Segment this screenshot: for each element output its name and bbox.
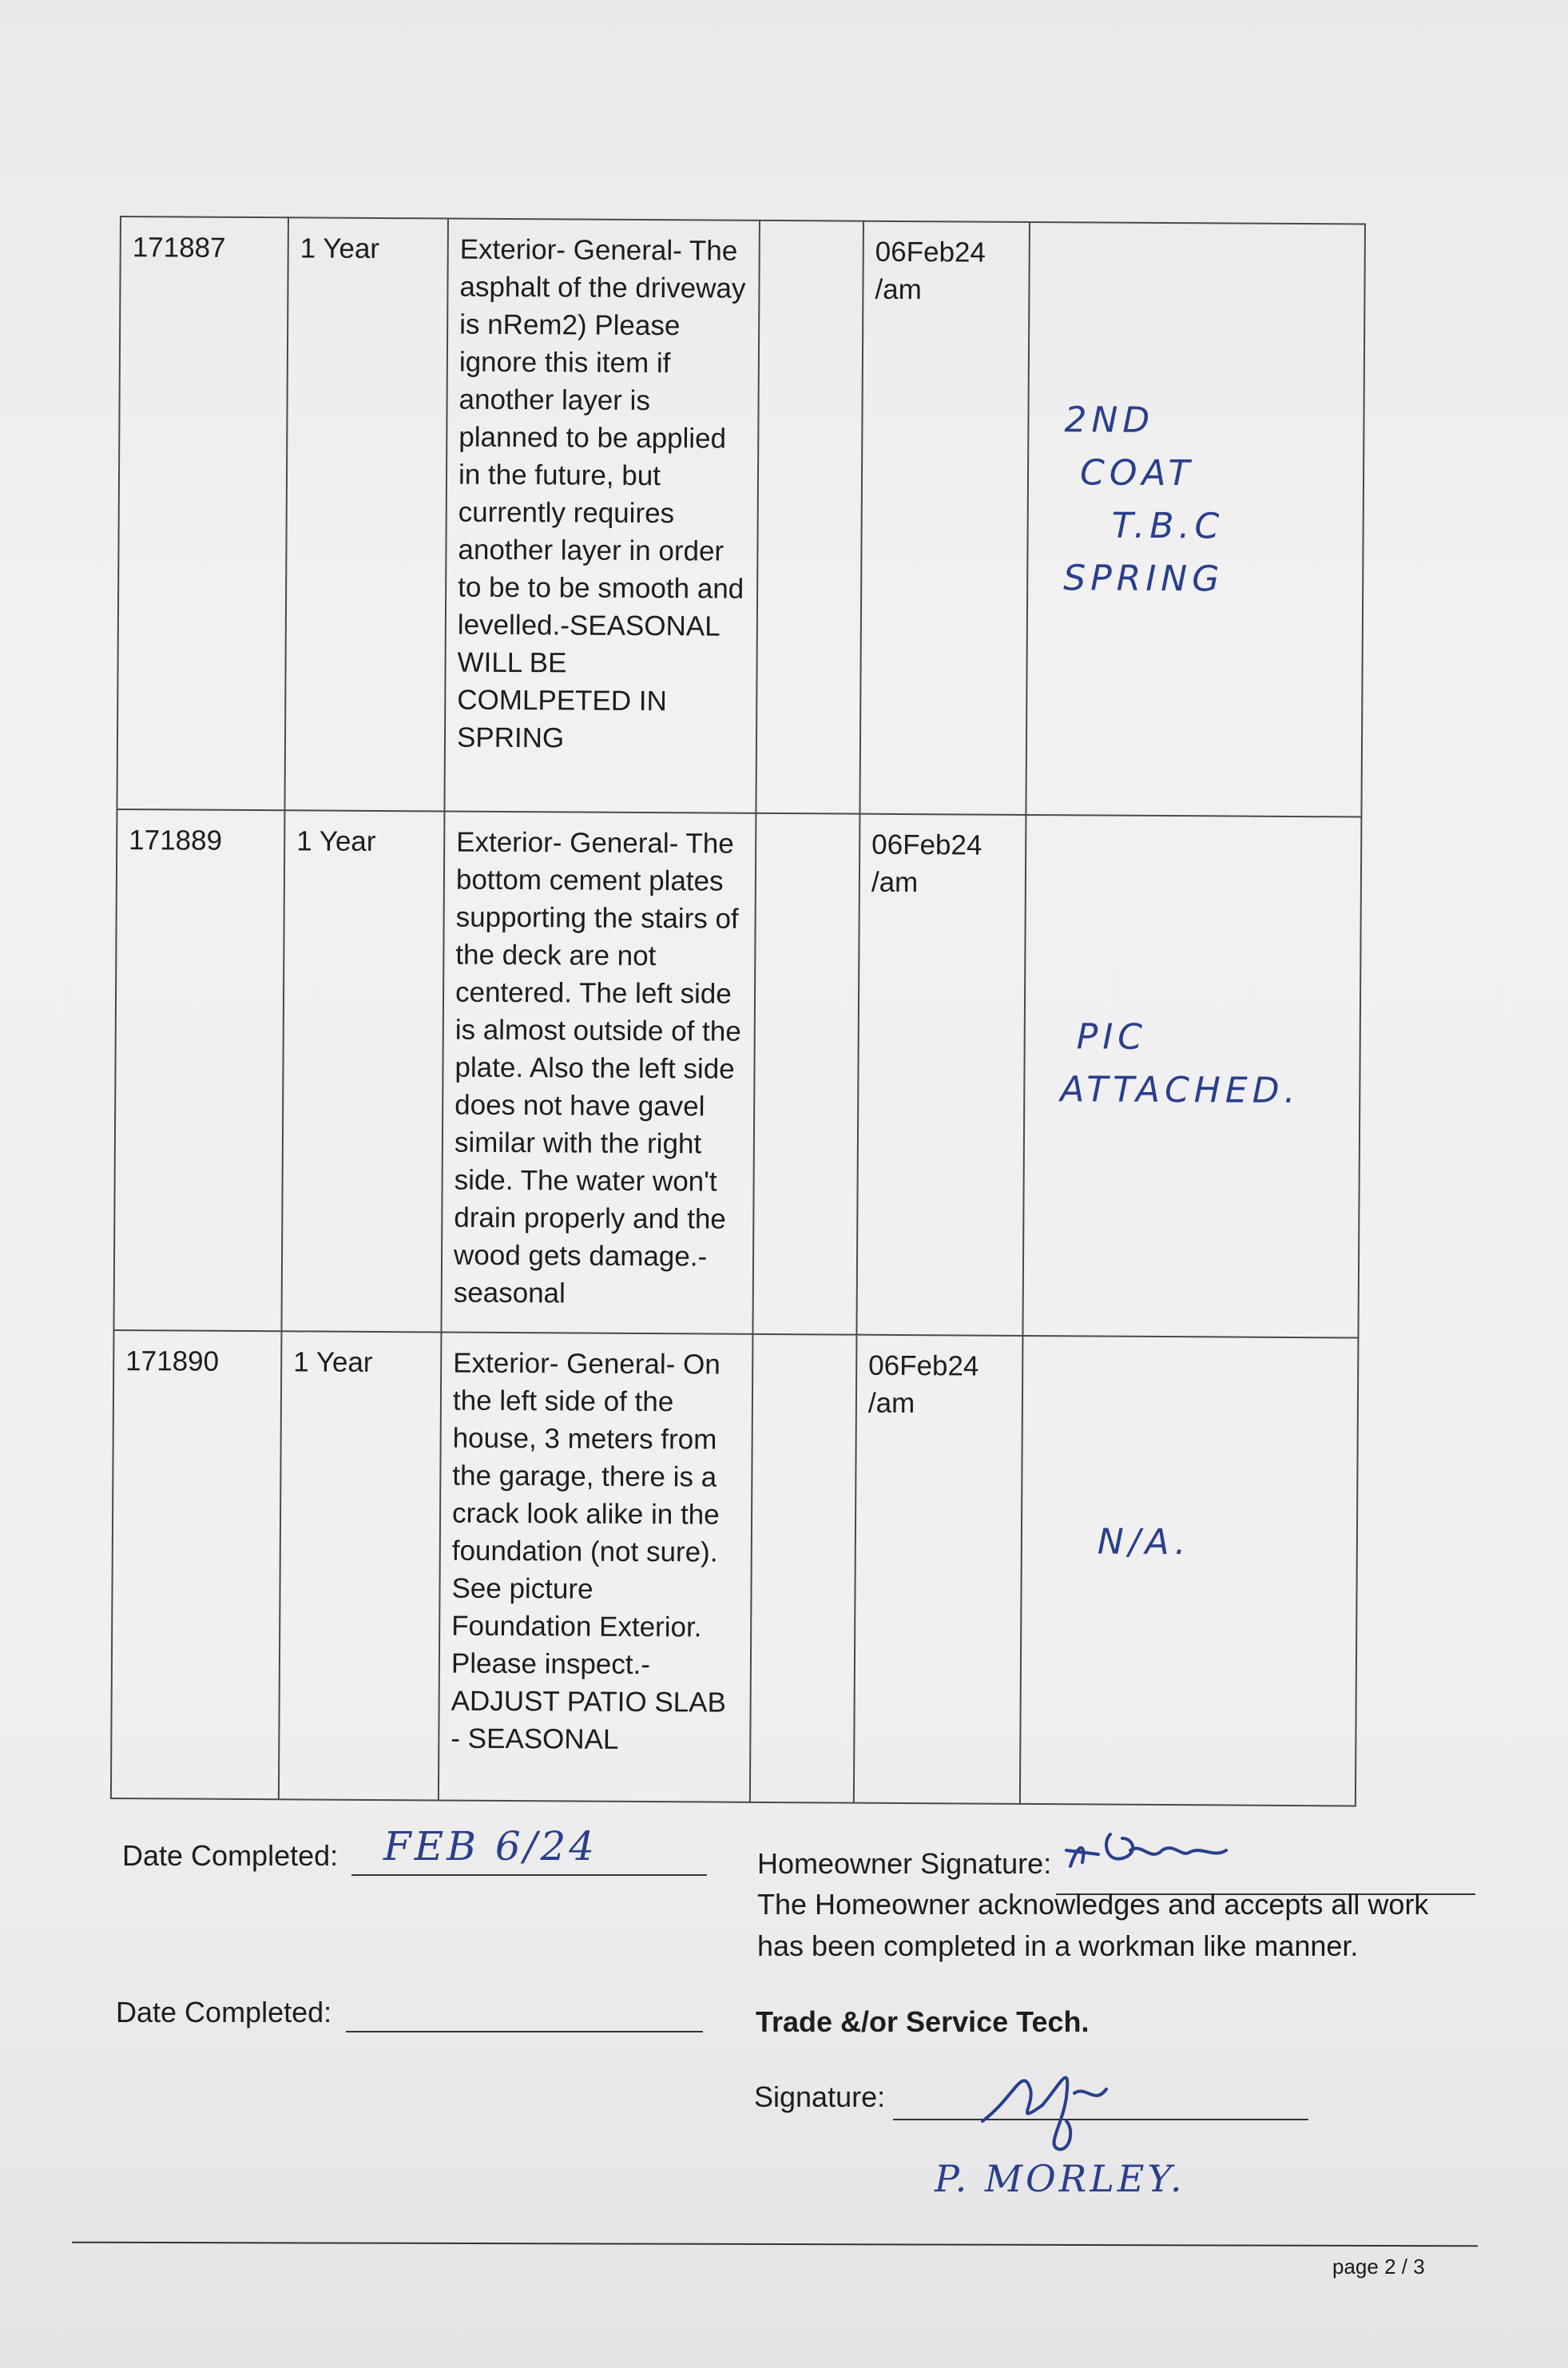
warranty-term: 1 Year: [284, 217, 448, 811]
work-order-table: [110, 216, 1366, 1806]
footer-divider: [72, 2242, 1478, 2247]
warranty-term: 1 Year: [279, 1331, 442, 1800]
handwritten-note-text: [1039, 234, 1353, 606]
note-line: N/A.: [1097, 1521, 1191, 1563]
table-row: [111, 1330, 1359, 1806]
handwritten-note-text: [1036, 827, 1349, 1118]
note-line: SPRING: [1063, 558, 1225, 600]
homeowner-acknowledgement: The Homeowner acknowledges and accepts all work has been completed in a workman like manner.: [757, 1888, 1429, 1962]
date-completed-line-2: [346, 2031, 703, 2032]
blank-cell: [756, 221, 863, 814]
note-line: T.B.C: [1111, 505, 1225, 547]
date-completed-line: [351, 1874, 707, 1876]
item-description: Exterior- General- The bottom cement plates supporting the stairs of the deck are not centered. The left side is almost outside of the plate. Also the left side does not have gavel similar with the right side. The water won't drain properly and the wood gets damage.-seasonal: [441, 811, 756, 1333]
date-completed-label: Date Completed:: [122, 1839, 339, 1872]
note-line: ATTACHED.: [1060, 1069, 1300, 1112]
note-line: 2ND: [1064, 399, 1155, 441]
tech-label: Trade &/or Service Tech.: [756, 2005, 1090, 2038]
tech-signature-mark: [967, 2049, 1142, 2161]
warranty-term: 1 Year: [281, 810, 444, 1332]
table-row: [117, 217, 1365, 817]
item-id: 171890: [111, 1330, 282, 1799]
homeowner-signature-label: Homeowner Signature:: [757, 1847, 1052, 1880]
blank-cell: [752, 813, 859, 1335]
date-completed-label-2: Date Completed:: [116, 1996, 332, 2028]
item-description: Exterior- General- The asphalt of the driveway is nRem2) Please ignore this item if another layer is planned to be applied in the future, but currently requires another layer in order to be to be smooth and levelled.-SEASONAL WILL BE COMLPETED IN SPRING: [444, 219, 760, 813]
homeowner-signature-mark: [1062, 1818, 1254, 1890]
item-date: 06Feb24 /am: [854, 1335, 1023, 1804]
note-line: COAT: [1079, 452, 1195, 495]
tech-name-handwritten: P. MORLEY.: [935, 2157, 1185, 2200]
handwritten-note: [1026, 222, 1365, 817]
table-row: [113, 809, 1361, 1338]
item-date: 06Feb24 /am: [856, 814, 1026, 1336]
item-description: Exterior- General- On the left side of the house, 3 meters from the garage, there is a crack look alike in the foundation (not sure). See picture Foundation Exterior. Please inspect.-ADJUST PATIO SLAB - SEASONAL: [439, 1332, 753, 1802]
page-number: page 2 / 3: [1332, 2255, 1425, 2279]
note-line: PIC: [1076, 1016, 1148, 1058]
handwritten-note: [1022, 815, 1361, 1338]
handwritten-note-text: [1034, 1348, 1347, 1570]
blank-cell: [750, 1334, 857, 1803]
item-date: 06Feb24 /am: [859, 221, 1030, 815]
handwritten-note: [1020, 1336, 1359, 1806]
date-completed-handwritten: FEB 6/24: [383, 1823, 598, 1869]
item-id: 171889: [113, 809, 284, 1331]
item-id: 171887: [117, 217, 288, 810]
signature-label: Signature:: [754, 2080, 886, 2113]
